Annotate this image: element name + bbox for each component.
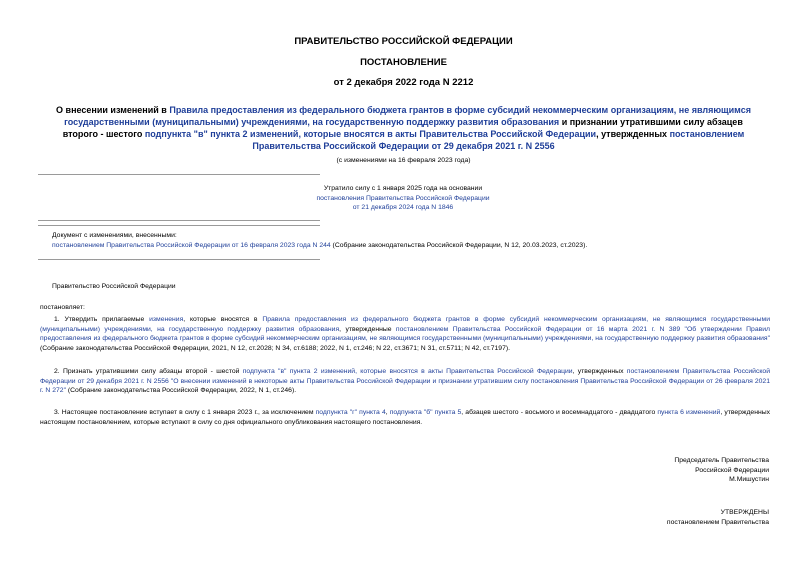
- p1-text-4: (Собрание законодательства Российской Федерации, 2021, N 12, ст.2028; N 34, ст.6188; 2022, N 1, ст.246; N 22, ст.3671; N 31, ст.5711; N 42, ст.7197).: [40, 344, 510, 352]
- paragraph-1: [40, 315, 770, 353]
- title-text-2: и признании утратившими силу абзацев второго - шестого: [62, 117, 743, 139]
- approved-label: УТВЕРЖДЕНЫ: [720, 509, 769, 516]
- p1-text-2: , которые вносятся в: [183, 316, 263, 323]
- divider-line: [38, 220, 320, 221]
- divider-line: [38, 174, 320, 175]
- government-heading: ПРАВИТЕЛЬСТВО РОССИЙСКОЙ ФЕДЕРАЦИИ: [294, 36, 513, 47]
- lost-force-link-1[interactable]: постановления Правительства Российской Федерации: [316, 194, 490, 202]
- document-type-heading: ПОСТАНОВЛЕНИЕ: [360, 57, 447, 68]
- approved-by: постановлением Правительства: [666, 518, 769, 526]
- lost-force-note: [300, 184, 506, 213]
- title-link-subparagraph[interactable]: подпункта "в" пункта 2 изменений, которые вносятся в акты Правительства Российской Федерации: [144, 129, 597, 139]
- redaction-note: (с изменениями на 16 февраля 2023 года): [336, 157, 471, 164]
- title-link-resolution[interactable]: постановлением Правительства Российской Федерации от 29 декабря 2021 г. N 2556: [252, 129, 745, 151]
- p2-link-resolution[interactable]: постановлением Правительства Российской Федерации от 29 декабря 2021 г. N 2556 "О внесении изменений в некоторые акты Правительства Российской Федерации и признании утратившим силу постановления Правительства Российской Федерации от 26 февраля 2021 г. N 272": [40, 368, 770, 395]
- signature-country: Российской Федерации: [695, 466, 769, 474]
- title-link-rules[interactable]: Правила предоставления из федерального бюджета грантов в форме субсидий некоммерческим организациям, не являющимся государственными (муниципальными) учреждениями, на государственную поддержку развития образования: [64, 105, 751, 127]
- signature-position: Председатель Правительства: [674, 457, 769, 464]
- p1-link-rules[interactable]: Правила предоставления из федерального бюджета грантов в форме субсидий некоммерческим организациям, не являющимся государственными (муниципальными) учреждениями, на государственную поддержку развития образования: [40, 316, 770, 333]
- changes-line: [52, 241, 772, 251]
- lost-force-link-2[interactable]: от 21 декабря 2024 года N 1846: [352, 204, 454, 212]
- lost-force-text: Утратило силу с 1 января 2025 года на основании: [323, 185, 483, 192]
- p2-text-2: , утвержденных: [572, 368, 627, 375]
- government-label: Правительство Российской Федерации: [52, 283, 176, 290]
- approved-block: [569, 508, 769, 527]
- changes-label: Документ с изменениями, внесенными:: [52, 232, 177, 239]
- p3-text-3: , абзацев шестого - восьмого и восемнадцатого - двадцатого: [461, 409, 658, 416]
- paragraph-3: [40, 408, 770, 427]
- p1-text-3: , утвержденные: [339, 325, 396, 333]
- changes-link[interactable]: постановлением Правительства Российской Федерации от 16 февраля 2023 года N 244: [52, 241, 331, 249]
- signature-block: [569, 456, 769, 485]
- p3-text-4: , утвержденных настоящим постановлением, которые вступают в силу со дня официального опубликования настоящего постановления.: [40, 409, 771, 426]
- p1-link-changes[interactable]: изменения: [149, 316, 184, 323]
- title-text-1: О внесении изменений в: [56, 105, 170, 115]
- p3-text-2: ,: [385, 409, 390, 416]
- document-date-number: от 2 декабря 2022 года N 2212: [333, 77, 474, 88]
- changes-tail: (Собрание законодательства Российской Федерации, N 12, 20.03.2023, ст.2023).: [330, 241, 588, 249]
- decides-label: постановляет:: [40, 304, 85, 311]
- divider-line: [38, 259, 320, 260]
- divider-line: [38, 225, 320, 226]
- paragraph-2: [40, 367, 770, 396]
- p3-text-1: 3. Настоящее постановление вступает в силу с 1 января 2023 г., за исключением: [54, 409, 316, 416]
- changes-block: [52, 231, 772, 250]
- signature-name: М.Мишустин: [729, 476, 769, 484]
- p3-link-subparagraph-b[interactable]: подпункта "б" пункта 5: [389, 409, 462, 416]
- p1-link-resolution[interactable]: постановлением Правительства Российской Федерации от 16 марта 2021 г. N 389 "Об утверждении Правил предоставления из федерального бюджета грантов в форме субсидий некоммерческим организациям, не являющимся государственными (муниципальными) учреждениями, на государственную поддержку развития образования": [40, 325, 770, 343]
- document-title: [48, 104, 759, 152]
- p2-text-1: 2. Признать утратившими силу абзацы второй - шестой: [54, 368, 243, 375]
- title-text-3: , утвержденных: [596, 129, 670, 139]
- p3-link-item-6[interactable]: пункта 6 изменений: [657, 409, 721, 416]
- p3-link-subparagraph-g[interactable]: подпункта "г" пункта 4: [315, 409, 386, 416]
- p1-text-1: 1. Утвердить прилагаемые: [54, 316, 150, 323]
- p2-text-3: (Собрание законодательства Российской Федерации, 2022, N 1, ст.246).: [65, 387, 297, 395]
- p2-link-subparagraph[interactable]: подпункта "в" пункта 2 изменений, которые вносятся в акты Правительства Российской Федерации: [242, 368, 573, 375]
